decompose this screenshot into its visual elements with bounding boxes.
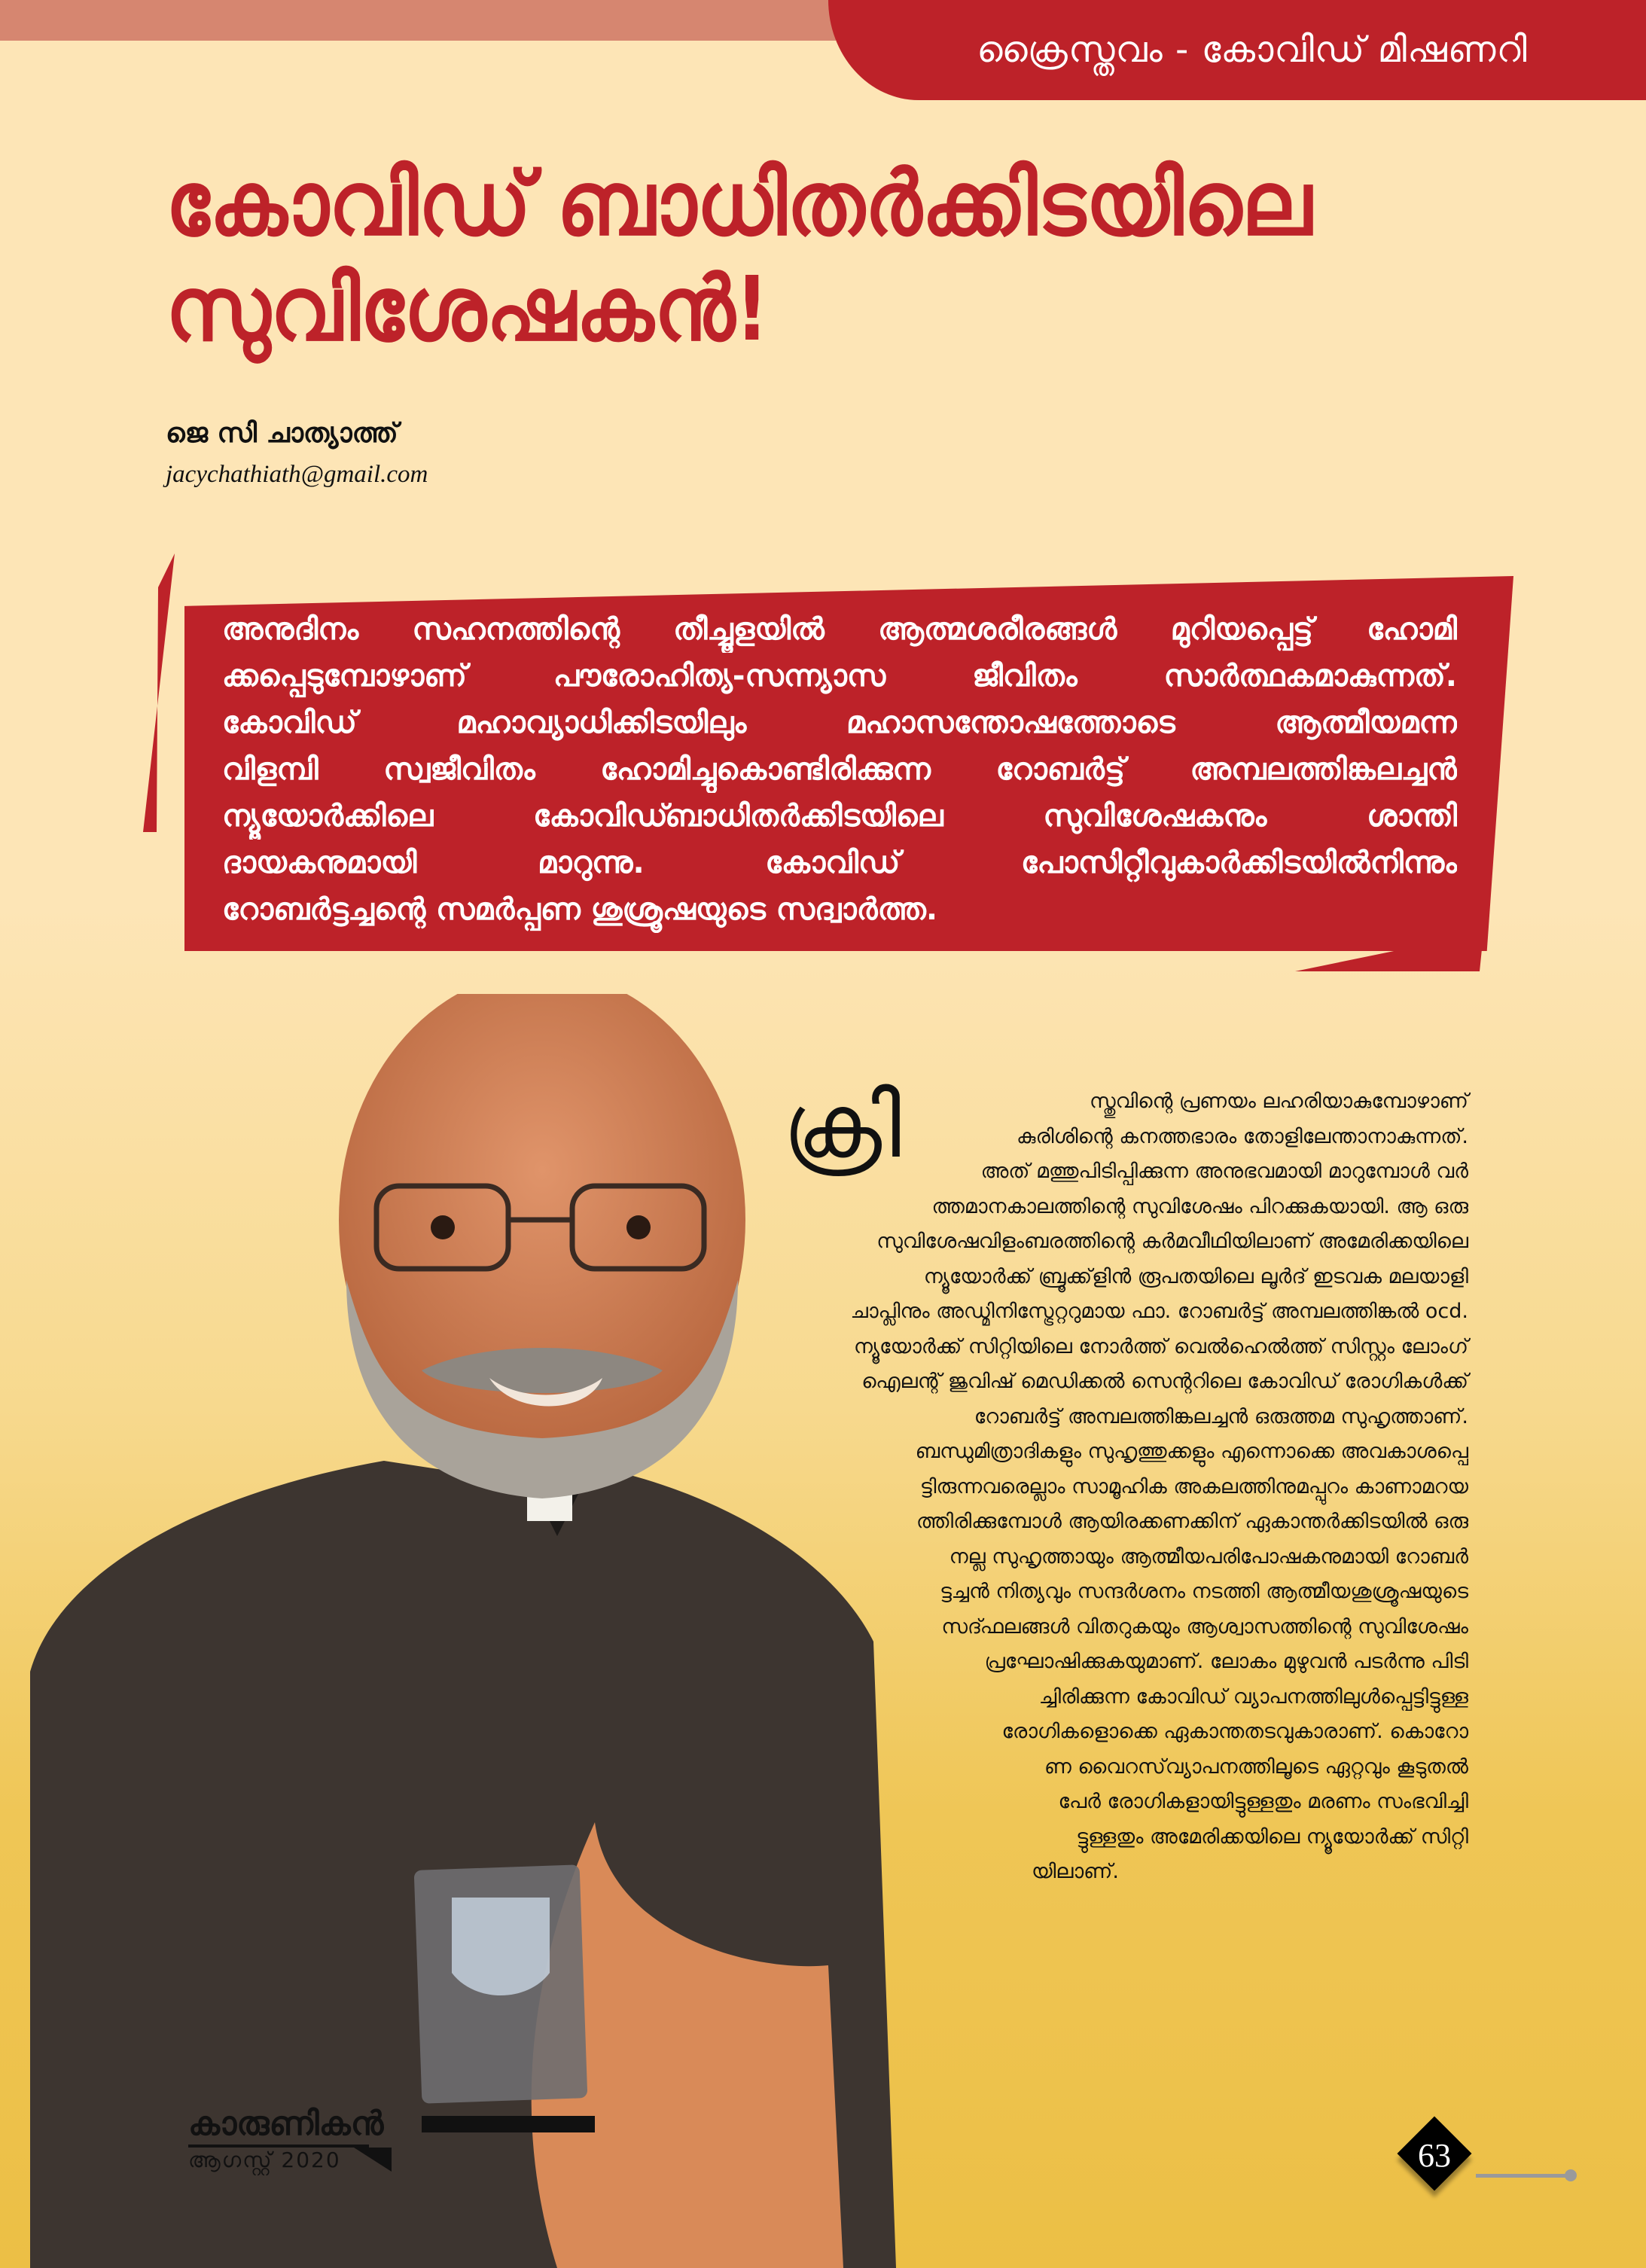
body-line: ണ വൈറസ്‌വ്യാപനത്തിലൂടെ ഏറ്റവും കൂടുതൽ: [1044, 1754, 1468, 1779]
section-tab: [828, 0, 1646, 100]
section-label: ക്രൈസ്തവം - കോവിഡ് മിഷണറി: [977, 29, 1528, 71]
body-line: ട്ടിരുന്നവരെല്ലാം സാമൂഹിക അകലത്തിനുമപ്പുറം കാണാമറയ: [919, 1474, 1468, 1498]
quote-line: വിളമ്പി സ്വജീവിതം ഹോമിച്ചുകൊണ്ടിരിക്കുന്ന റോബർട്ട് അമ്പലത്തിങ്കലച്ചൻ: [222, 752, 1457, 787]
quote-line: ന്യൂയോർക്കിലെ കോവിഡ്ബാധിതർക്കിടയിലെ സുവിശേഷകനും ശാന്തി: [222, 799, 1457, 834]
brand-arrow-icon: [354, 2148, 392, 2172]
quote-line: ക്കപ്പെടുമ്പോഴാണ് പൗരോഹിത്യ-സന്ന്യാസ ജീവിതം സാർത്ഥകമാകുന്നത്.: [222, 659, 1457, 694]
quote-text: [222, 606, 1457, 933]
body-line: യിലാണ്.: [1032, 1860, 1119, 1883]
body-line: ബന്ധുമിത്രാദികളും സുഹൃത്തുക്കളും എന്നൊക്കെ അവകാശപ്പെ: [915, 1440, 1468, 1463]
body-line: സ്തുവിന്റെ പ്രണയം ലഹരിയാകുമ്പോഴാണ്: [1090, 1090, 1468, 1113]
body-line: അത് മത്തുപിടിപ്പിക്കുന്ന അനുഭവമായി മാറുമ്പോൾ വർ: [980, 1160, 1468, 1183]
page-number: [1408, 2127, 1468, 2187]
body-line: പേർ രോഗികളായിട്ടുള്ളതും മരണം സംഭവിച്ചി: [1058, 1790, 1468, 1813]
body-line: കുരിശിന്റെ കനത്തഭാരം തോളിലേന്താനാകുന്നത്.: [1017, 1124, 1468, 1148]
quote-line: അനുദിനം സഹനത്തിന്റെ തീച്ചൂളയിൽ ആത്മശരീരങ്ങൾ മുറിയപ്പെട്ട് ഹോമി: [222, 612, 1457, 647]
body-line: സുവിശേഷവിളംബരത്തിന്റെ കർമവീഥിയിലാണ് അമേരിക്കയിലെ: [876, 1230, 1468, 1253]
quote-line: കോവിഡ് മഹാവ്യാധിക്കിടയിലും മഹാസന്തോഷത്തോടെ ആത്മീയമന്ന: [222, 706, 1457, 740]
dropcap: ക്രി: [783, 1074, 901, 1178]
body-line: ട്ടച്ചൻ നിത്യവും സന്ദർശനം നടത്തി ആത്മീയശുശ്രൂഷയുടെ: [940, 1580, 1468, 1603]
priest-photo: [30, 994, 904, 2268]
header-stripe: [0, 0, 836, 41]
author-email: jacychathiath@gmail.com: [166, 461, 428, 488]
magazine-brand: [188, 2105, 383, 2173]
pull-quote: [143, 553, 1544, 983]
author-name: ജെ സി ചാത്യാത്ത്: [166, 418, 398, 449]
body-line: സദ്ഫലങ്ങൾ വിതറുകയും ആശ്വാസത്തിന്റെ സുവിശേഷം: [941, 1614, 1468, 1639]
page-rule: [1476, 2174, 1572, 2178]
body-line: ച്ചിരിക്കുന്ന കോവിഡ് വ്യാപനത്തിലുൾപ്പെട്ടിട്ടുള്ള: [1039, 1684, 1468, 1709]
body-line: ന്യൂയോർക്ക് ബ്രൂക്ക്‌ളിൻ രൂപതയിലെ ലൂർദ് ഇടവക മലയാളി: [923, 1264, 1468, 1288]
quote-line: ദായകനുമായി മാറുന്നു. കോവിഡ് പോസിറ്റീവുകാർക്കിടയിൽനിന്നും: [222, 846, 1457, 880]
issue-date: ആഗസ്റ്റ് 2020: [188, 2148, 341, 2172]
article-body: [776, 1084, 1468, 1890]
body-line: റോബർട്ട് അമ്പലത്തിങ്കലച്ചൻ ഒരുത്തമ സുഹൃത്താണ്.: [974, 1404, 1468, 1428]
body-line: ട്ടുള്ളതും അമേരിക്കയിലെ ന്യൂയോർക്ക് സിറ്റി: [1076, 1824, 1468, 1849]
body-line: ത്തമാനകാലത്തിന്റെ സുവിശേഷം പിറക്കുകയായി. ആ ഒരു: [931, 1194, 1468, 1218]
quote-line: റോബർട്ടച്ചന്റെ സമർപ്പണ ശുശ്രൂഷയുടെ സദ്വാർത്ത.: [222, 892, 938, 927]
page-number-text: 63: [1418, 2137, 1451, 2174]
headline-line-2: സുവിശേഷകൻ!: [166, 257, 769, 361]
brand-rule: [188, 2145, 369, 2148]
magazine-name: കാരുണികൻ: [188, 2105, 384, 2143]
body-line: ന്യൂയോർക്ക് സിറ്റിയിലെ നോർത്ത് വെൽഹെൽത്ത് സിസ്റ്റം ലോംഗ്: [853, 1334, 1468, 1358]
body-line: പ്രഘോഷിക്കുകയുമാണ്. ലോകം മുഴുവൻ പടർന്നു പിടി: [984, 1650, 1468, 1673]
body-line: നല്ല സുഹൃത്തായും ആത്മീയപരിപോഷകനുമായി റോബർ: [949, 1544, 1468, 1568]
article-headline: [166, 151, 1413, 361]
body-line: രോഗികളൊക്കെ ഏകാന്തതടവുകാരാണ്. കൊറോ: [1001, 1720, 1468, 1743]
headline-line-1: കോവിഡ് ബാധിതർക്കിടയിലെ: [166, 151, 1312, 255]
page-dot-icon: [1565, 2169, 1577, 2181]
body-line: ചാപ്ലിനും അഡ്മിനിസ്ട്രേറ്ററുമായ ഫാ. റോബർട്ട് അമ്പലത്തിങ്കൽ ocd.: [850, 1300, 1468, 1323]
body-line: ഐലന്റ് ജുവിഷ് മെഡിക്കൽ സെന്ററിലെ കോവിഡ് രോഗികൾക്ക്: [861, 1370, 1468, 1393]
body-line: ത്തിരിക്കുമ്പോൾ ആയിരക്കണക്കിന് ഏകാന്തർക്കിടയിൽ ഒരു: [916, 1510, 1468, 1533]
